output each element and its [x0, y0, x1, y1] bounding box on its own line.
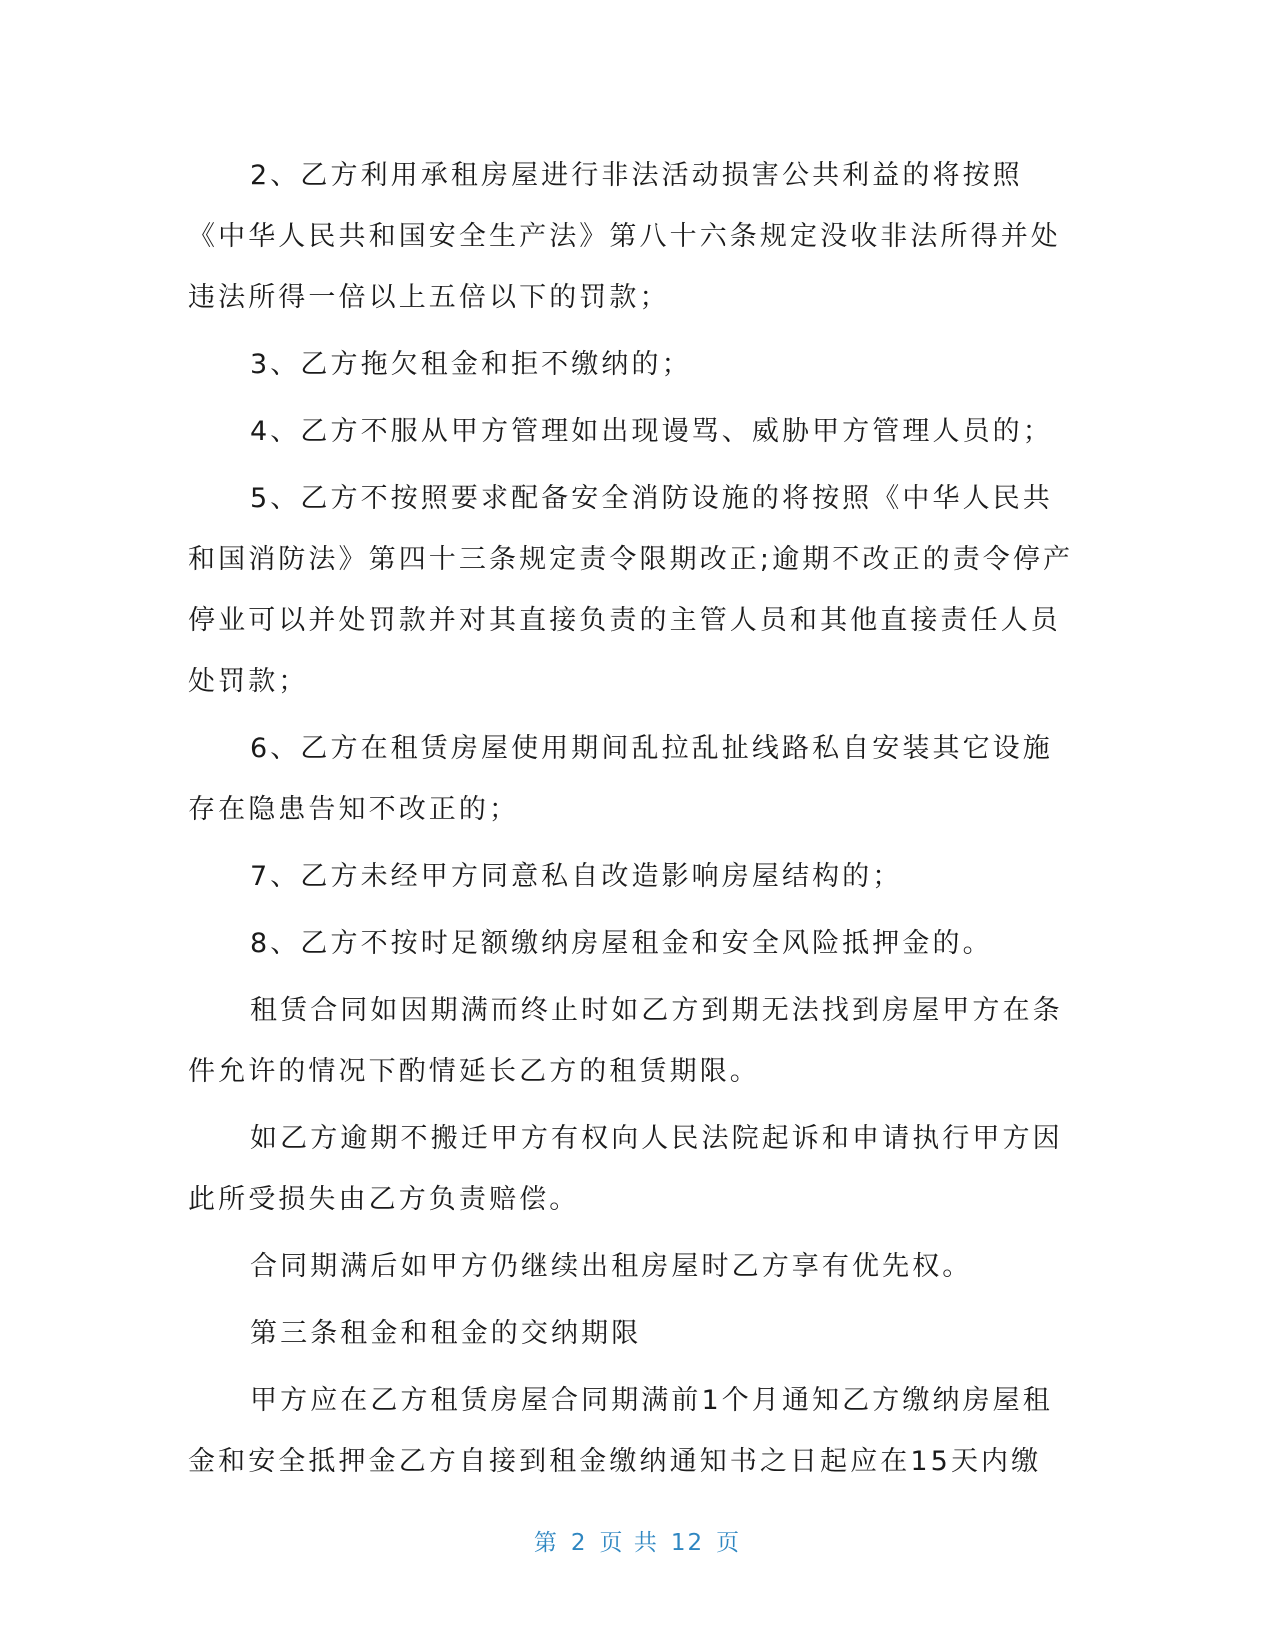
clause-paragraph: 2、乙方利用承租房屋进行非法活动损害公共利益的将按照《中华人民共和国安全生产法》第八十六条规定没收非法所得并处违法所得一倍以上五倍以下的罚款； [188, 160, 1061, 313]
body-paragraph: 甲方应在乙方租赁房屋合同期满前1个月通知乙方缴纳房屋租金和安全抵押金乙方自接到租金缴纳通知书之日起应在15天内缴 [188, 1385, 1053, 1477]
total-pages-number: 12 [670, 1530, 705, 1556]
clause-paragraph: 6、乙方在租赁房屋使用期间乱拉乱扯线路私自安装其它设施存在隐患告知不改正的； [188, 733, 1053, 825]
body-paragraph: 如乙方逾期不搬迁甲方有权向人民法院起诉和申请执行甲方因此所受损失由乙方负责赔偿。 [188, 1123, 1063, 1215]
footer-suffix: 页 [716, 1530, 742, 1556]
document-body [188, 145, 1078, 1498]
footer-middle: 页 共 [599, 1530, 659, 1556]
footer-prefix: 第 [533, 1530, 559, 1556]
current-page-number: 2 [570, 1530, 588, 1556]
section-heading: 第三条租金和租金的交纳期限 [250, 1318, 642, 1349]
clause-paragraph: 8、乙方不按时足额缴纳房屋租金和安全风险抵押金的。 [250, 928, 993, 959]
clause-paragraph: 4、乙方不服从甲方管理如出现谩骂、威胁甲方管理人员的； [250, 416, 1053, 447]
clause-paragraph: 7、乙方未经甲方同意私自改造影响房屋结构的； [250, 861, 903, 892]
body-paragraph: 租赁合同如因期满而终止时如乙方到期无法找到房屋甲方在条件允许的情况下酌情延长乙方的租赁期限。 [188, 995, 1063, 1087]
body-paragraph: 合同期满后如甲方仍继续出租房屋时乙方享有优先权。 [250, 1251, 973, 1282]
page-footer [0, 1524, 1275, 1557]
clause-paragraph: 5、乙方不按照要求配备安全消防设施的将按照《中华人民共和国消防法》第四十三条规定责令限期改正;逾期不改正的责令停产停业可以并处罚款并对其直接负责的主管人员和其他直接责任人员处罚款； [188, 483, 1074, 697]
clause-paragraph: 3、乙方拖欠租金和拒不缴纳的； [250, 349, 692, 380]
